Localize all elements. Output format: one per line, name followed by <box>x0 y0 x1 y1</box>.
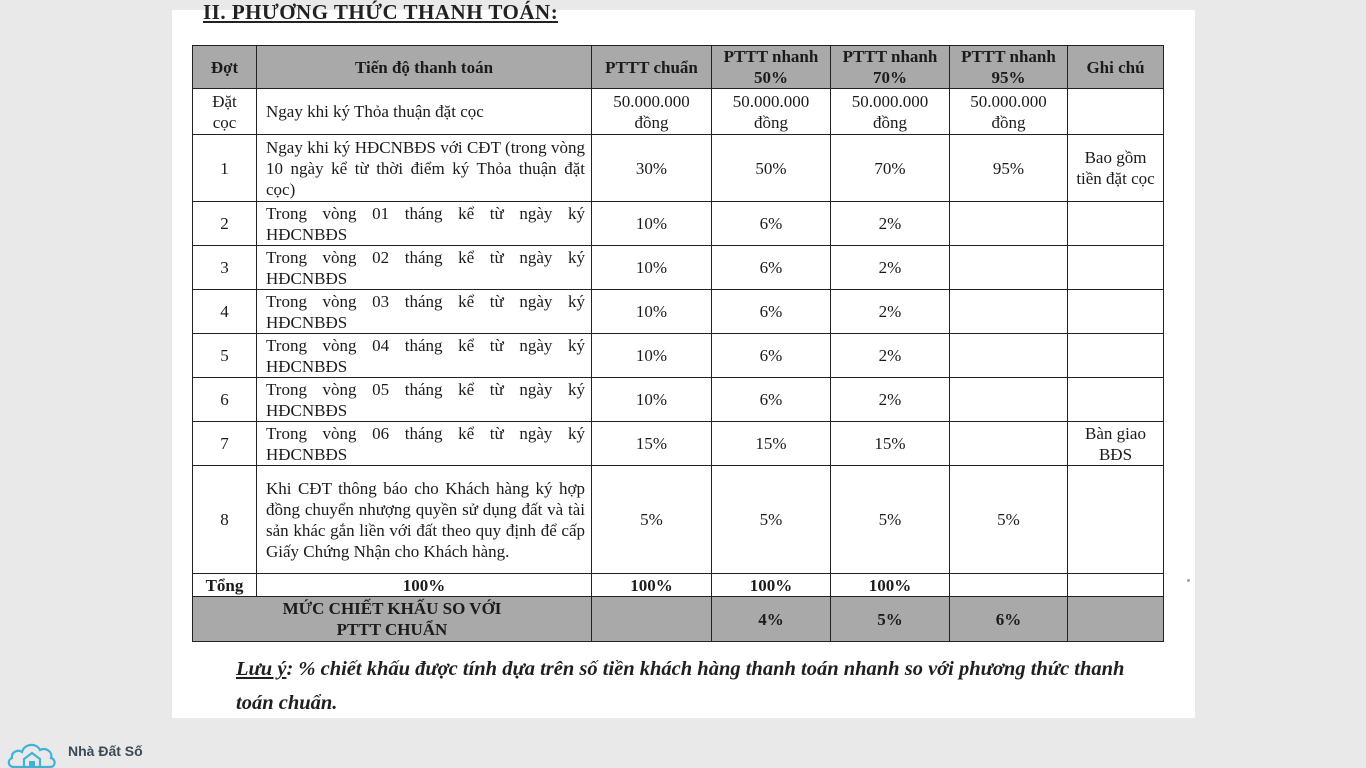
total-value-cell: 100% <box>712 574 831 597</box>
value-cell: 50.000.000 đồng <box>831 89 950 135</box>
installment-cell: 4 <box>193 290 257 334</box>
house-cloud-icon <box>6 733 66 768</box>
installment-cell: 8 <box>193 466 257 574</box>
table-row <box>193 290 1164 334</box>
discount-value-cell <box>592 597 712 642</box>
value-cell: 10% <box>592 246 712 290</box>
table-row <box>193 466 1164 574</box>
value-cell <box>950 202 1068 246</box>
value-cell: 6% <box>712 334 831 378</box>
header-cell: PTTT nhanh 70% <box>831 46 950 89</box>
value-cell: 5% <box>592 466 712 574</box>
note-cell <box>1068 246 1164 290</box>
schedule-cell: Trong vòng 05 tháng kể từ ngày ký HĐCNBĐS <box>257 378 592 422</box>
schedule-cell: Trong vòng 04 tháng kể từ ngày ký HĐCNBĐS <box>257 334 592 378</box>
total-note-cell <box>1068 574 1164 597</box>
footnote-lead: Lưu ý <box>236 658 287 680</box>
value-cell <box>950 334 1068 378</box>
note-cell <box>1068 202 1164 246</box>
section-title: II. PHƯƠNG THỨC THANH TOÁN: <box>203 0 559 24</box>
footnote <box>236 652 1136 720</box>
value-cell: 6% <box>712 290 831 334</box>
header-cell: Ghi chú <box>1068 46 1164 89</box>
header-cell: PTTT nhanh 50% <box>712 46 831 89</box>
installment-cell: 7 <box>193 422 257 466</box>
table-row <box>193 422 1164 466</box>
table-row <box>193 334 1164 378</box>
value-cell: 6% <box>712 246 831 290</box>
table-row <box>193 135 1164 202</box>
value-cell: 10% <box>592 290 712 334</box>
installment-cell: 1 <box>193 135 257 202</box>
value-cell <box>950 378 1068 422</box>
note-cell <box>1068 334 1164 378</box>
total-label: Tổng <box>193 574 257 597</box>
value-cell: 2% <box>831 378 950 422</box>
value-cell <box>950 246 1068 290</box>
table-header-row <box>193 46 1164 89</box>
value-cell: 50% <box>712 135 831 202</box>
value-cell: 5% <box>831 466 950 574</box>
value-cell: 95% <box>950 135 1068 202</box>
value-cell: 15% <box>831 422 950 466</box>
discount-value-cell: 4% <box>712 597 831 642</box>
schedule-cell: Trong vòng 06 tháng kể từ ngày ký HĐCNBĐS <box>257 422 592 466</box>
value-cell: 50.000.000 đồng <box>950 89 1068 135</box>
table-row <box>193 89 1164 135</box>
schedule-cell: Trong vòng 03 tháng kể từ ngày ký HĐCNBĐS <box>257 290 592 334</box>
header-cell: PTTT chuẩn <box>592 46 712 89</box>
header-cell: Đợt <box>193 46 257 89</box>
schedule-cell: Khi CĐT thông báo cho Khách hàng ký hợp đồng chuyển nhượng quyền sử dụng đất và tài sản khác gắn liền với đất theo quy định để cấp Giấy Chứng Nhận cho Khách hàng. <box>257 466 592 574</box>
value-cell: 10% <box>592 334 712 378</box>
total-value-cell: 100% <box>831 574 950 597</box>
value-cell: 10% <box>592 202 712 246</box>
value-cell: 2% <box>831 202 950 246</box>
brand-logo <box>6 733 166 768</box>
discount-value-cell: 6% <box>950 597 1068 642</box>
schedule-cell: Trong vòng 02 tháng kể từ ngày ký HĐCNBĐS <box>257 246 592 290</box>
installment-cell: 6 <box>193 378 257 422</box>
header-cell: PTTT nhanh 95% <box>950 46 1068 89</box>
installment-cell: 5 <box>193 334 257 378</box>
discount-value-cell: 5% <box>831 597 950 642</box>
value-cell: 2% <box>831 246 950 290</box>
note-cell: Bao gồm tiền đặt cọc <box>1068 135 1164 202</box>
note-cell <box>1068 378 1164 422</box>
discount-label: MỨC CHIẾT KHẤU SO VỚI PTTT CHUẨN <box>193 597 592 642</box>
table-row <box>193 246 1164 290</box>
value-cell: 2% <box>831 334 950 378</box>
table-row <box>193 202 1164 246</box>
value-cell <box>950 290 1068 334</box>
value-cell: 30% <box>592 135 712 202</box>
total-value-cell <box>950 574 1068 597</box>
table-row <box>193 378 1164 422</box>
discount-row <box>193 597 1164 642</box>
brand-name: Nhà Đất Số <box>68 742 143 759</box>
value-cell: 70% <box>831 135 950 202</box>
value-cell: 15% <box>712 422 831 466</box>
installment-cell: 2 <box>193 202 257 246</box>
note-cell <box>1068 89 1164 135</box>
scan-speck <box>1187 579 1190 582</box>
schedule-cell: Ngay khi ký HĐCNBĐS với CĐT (trong vòng 10 ngày kể từ thời điểm ký Thỏa thuận đặt cọc) <box>257 135 592 202</box>
footnote-text: : % chiết khấu được tính dựa trên số tiền khách hàng thanh toán nhanh so với phương thức thanh toán chuẩn. <box>236 658 1125 714</box>
value-cell: 6% <box>712 378 831 422</box>
payment-schedule-table <box>192 45 1164 642</box>
header-cell: Tiến độ thanh toán <box>257 46 592 89</box>
total-row <box>193 574 1164 597</box>
value-cell: 5% <box>950 466 1068 574</box>
installment-cell: Đặt cọc <box>193 89 257 135</box>
value-cell: 50.000.000 đồng <box>712 89 831 135</box>
installment-cell: 3 <box>193 246 257 290</box>
value-cell: 10% <box>592 378 712 422</box>
value-cell: 2% <box>831 290 950 334</box>
schedule-cell: Ngay khi ký Thỏa thuận đặt cọc <box>257 89 592 135</box>
value-cell <box>950 422 1068 466</box>
note-cell <box>1068 466 1164 574</box>
value-cell: 15% <box>592 422 712 466</box>
value-cell: 6% <box>712 202 831 246</box>
note-cell <box>1068 290 1164 334</box>
schedule-cell: Trong vòng 01 tháng kể từ ngày ký HĐCNBĐS <box>257 202 592 246</box>
total-value-cell: 100% <box>592 574 712 597</box>
total-schedule-cell: 100% <box>257 574 592 597</box>
discount-note-cell <box>1068 597 1164 642</box>
value-cell: 50.000.000 đồng <box>592 89 712 135</box>
value-cell: 5% <box>712 466 831 574</box>
note-cell: Bàn giao BĐS <box>1068 422 1164 466</box>
